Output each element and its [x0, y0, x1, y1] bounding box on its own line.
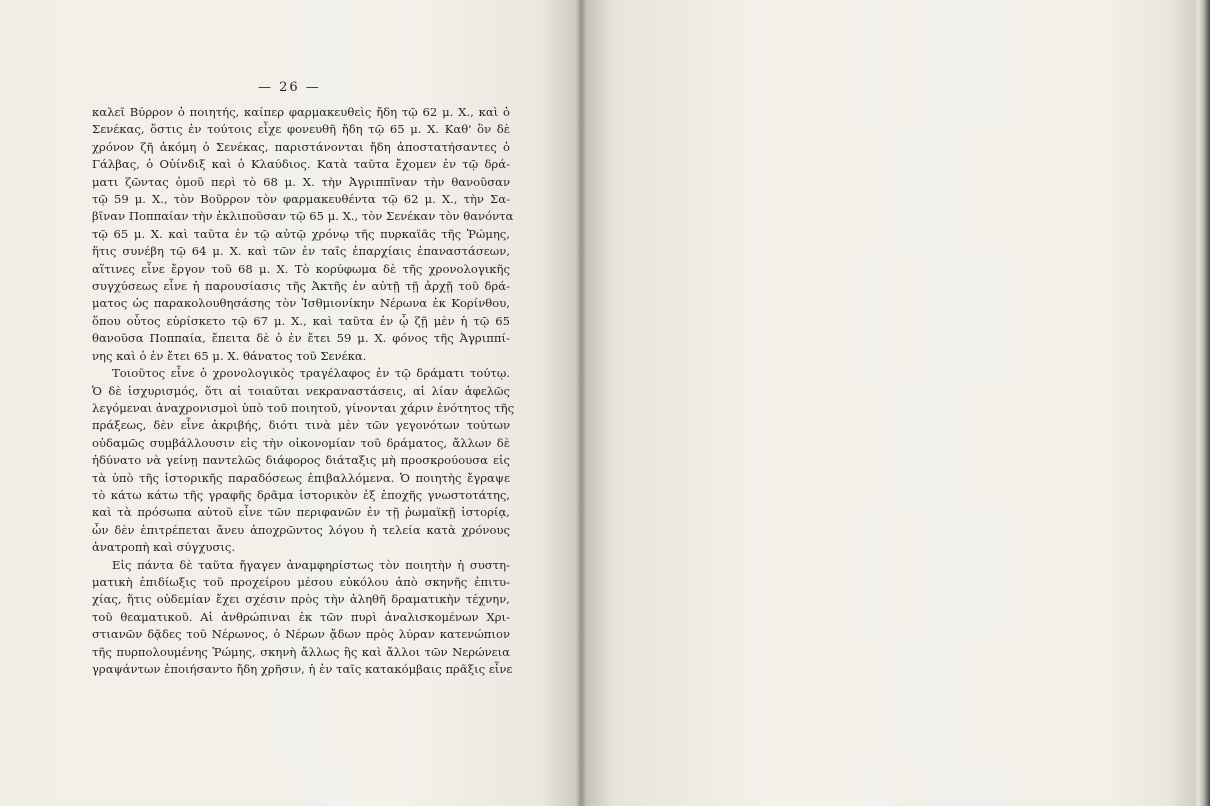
left-page-body-text [92, 104, 515, 678]
text-line: τῆς πυρπολουμένης Ῥώμης, σκηνὴ ἄλλως ἣς καὶ ἄλλοι τῶν Νερώνεια [92, 644, 510, 659]
text-line: ἠδύνατο νὰ γείνῃ παντελῶς διάφορος διάταξις μὴ προσκρούουσα εἰς [92, 453, 510, 468]
text-line: χίας, ἥτις οὐδεμίαν ἔχει σχέσιν πρὸς τὴν ἀληθῆ δραματικὴν τέχνην, [92, 592, 510, 607]
text-line: ὅπου οὗτος εὑρίσκετο τῷ 67 μ. Χ., καὶ ταῦτα ἐν ᾧ ζῇ μὲν ἡ τῷ 65 [92, 313, 510, 328]
right-page [582, 0, 1194, 806]
text-line: βῖναν Ποππαίαν τὴν ἐκλιποῦσαν τῷ 65 μ. Χ., τὸν Σενέκαν τὸν θανόντα [92, 209, 514, 224]
text-line: ματικὴ ἐπιδίωξις τοῦ προχείρου μέσου εὐκόλου ἀπὸ σκηνῆς ἐπιτυ- [92, 574, 510, 589]
text-line: νης καὶ ὁ ἐν ἔτει 65 μ. Χ. θάνατος τοῦ Σενέκα. [92, 348, 367, 363]
text-line: θανοῦσα Ποππαία, ἔπειτα δὲ ὁ ἐν ἔτει 59 μ. Χ. φόνος τῆς Ἀγριππί- [92, 331, 510, 346]
text-line: ματι ζῶντας ὁμοῦ περὶ τὸ 68 μ. Χ. τὴν Ἀγριππῖναν τὴν θανοῦσαν [92, 174, 510, 189]
page-edge [1194, 0, 1210, 806]
text-line: τὸ κάτω κάτω τῆς γραφῆς δρᾶμα ἱστορικὸν ἐξ ἐποχῆς γνωστοτάτης, [92, 487, 510, 502]
text-line: χρόνον ζῆ ἀκόμη ὁ Σενέκας, παριστάνονται ἤδη ἀποστατήσαντες ὁ [92, 139, 510, 154]
text-line: ἀνατροπὴ καὶ σύγχυσις. [92, 540, 236, 555]
text-line: στιανῶν δᾷδες τοῦ Νέρωνος, ὁ Νέρων ᾄδων πρὸς λύραν κατενώπιον [92, 627, 510, 642]
text-line: Σενέκας, ὅστις ἐν τούτοις εἶχε φονευθῆ ἤδη τῷ 65 μ. Χ. Καθ' ὃν δὲ [92, 122, 510, 137]
text-line: Εἰς πάντα δὲ ταῦτα ἤγαγεν ἀναμφηρίστως τὸν ποιητὴν ἡ συστη- [112, 557, 510, 572]
left-page [0, 0, 582, 806]
book-gutter [576, 0, 586, 806]
text-line: ὧν δὲν ἐπιτρέπεται ἄνευ ἀποχρῶντος λόγου ἡ τελεία κατὰ χρόνους [92, 522, 510, 537]
text-line: Τοιοῦτος εἶνε ὁ χρονολογικὸς τραγέλαφος ἐν τῷ δράματι τούτῳ. [112, 366, 510, 381]
text-line: αἵτινες εἶνε ἔργον τοῦ 68 μ. Χ. Τὸ κορύφωμα δὲ τῆς χρονολογικῆς [92, 261, 510, 276]
text-line: Γάλβας, ὁ Οὐίνδιξ καὶ ὁ Κλαύδιος. Κατὰ ταῦτα ἔχομεν ἐν τῷ δρά- [92, 157, 510, 172]
text-line: συγχύσεως εἶνε ἡ παρουσίασις τῆς Ἀκτῆς ἐν αὐτῇ τῇ ἀρχῇ τοῦ δρά- [92, 279, 510, 294]
text-line: καὶ τὰ πρόσωπα αὐτοῦ εἶνε τῶν περιφανῶν ἐν τῇ ῥωμαϊκῇ ἱστορίᾳ, [92, 505, 510, 520]
text-line: οὐδαμῶς συμβάλλουσιν εἰς τὴν οἰκονομίαν τοῦ δράματος, ἄλλων δὲ [92, 435, 510, 450]
text-line: καλεῖ Βύρρον ὁ ποιητής, καίπερ φαρμακευθεὶς ἤδη τῷ 62 μ. Χ., καὶ ὁ [92, 105, 510, 119]
text-line: ἥτις συνέβη τῷ 64 μ. Χ. καὶ τῶν ἐν ταῖς ἐπαρχίαις ἐπαναστάσεων, [92, 244, 510, 259]
text-line: τῷ 65 μ. Χ. καὶ ταῦτα ἐν τῷ αὐτῷ χρόνῳ τῆς πυρκαϊᾶς τῆς Ῥώμης, [92, 226, 510, 241]
text-line: τῷ 59 μ. Χ., τὸν Βοῦρρον τὸν φαρμακευθέντα τῷ 62 μ. Χ., τὴν Σα- [92, 192, 510, 207]
text-line: Ὁ δὲ ἰσχυρισμός, ὅτι αἱ τοιαῦται νεκραναστάσεις, αἱ λίαν ἀφελῶς [92, 383, 510, 398]
text-line: πράξεως, δὲν εἶνε ἀκριβής, διότι τινὰ μὲν τῶν γεγονότων τούτων [92, 418, 510, 433]
text-line: τὰ ὑπὸ τῆς ἱστορικῆς παραδόσεως ἐπιβαλλόμενα. Ὁ ποιητὴς ἔγραψε [92, 470, 510, 485]
text-line: τοῦ θεαματικοῦ. Αἱ ἀνθρώπιναι ἐκ τῶν πυρὶ ἀναλισκομένων Χρι- [92, 609, 510, 624]
text-line: γραψάντων ἐποιήσαντο ἤδη χρῆσιν, ἡ ἐν ταῖς κατακόμβαις πρᾶξις εἶνε [92, 662, 513, 676]
text-line: ματος ὡς παρακολουθησάσης τὸν Ἰσθμιονίκην Νέρωνα ἐκ Κορίνθου, [92, 296, 510, 311]
page-number-left: — 26 — [258, 80, 321, 95]
text-line: λεγόμεναι ἀναχρονισμοὶ ὑπὸ τοῦ ποιητοῦ, γίνονται χάριν ἑνότητος τῆς [92, 400, 515, 415]
